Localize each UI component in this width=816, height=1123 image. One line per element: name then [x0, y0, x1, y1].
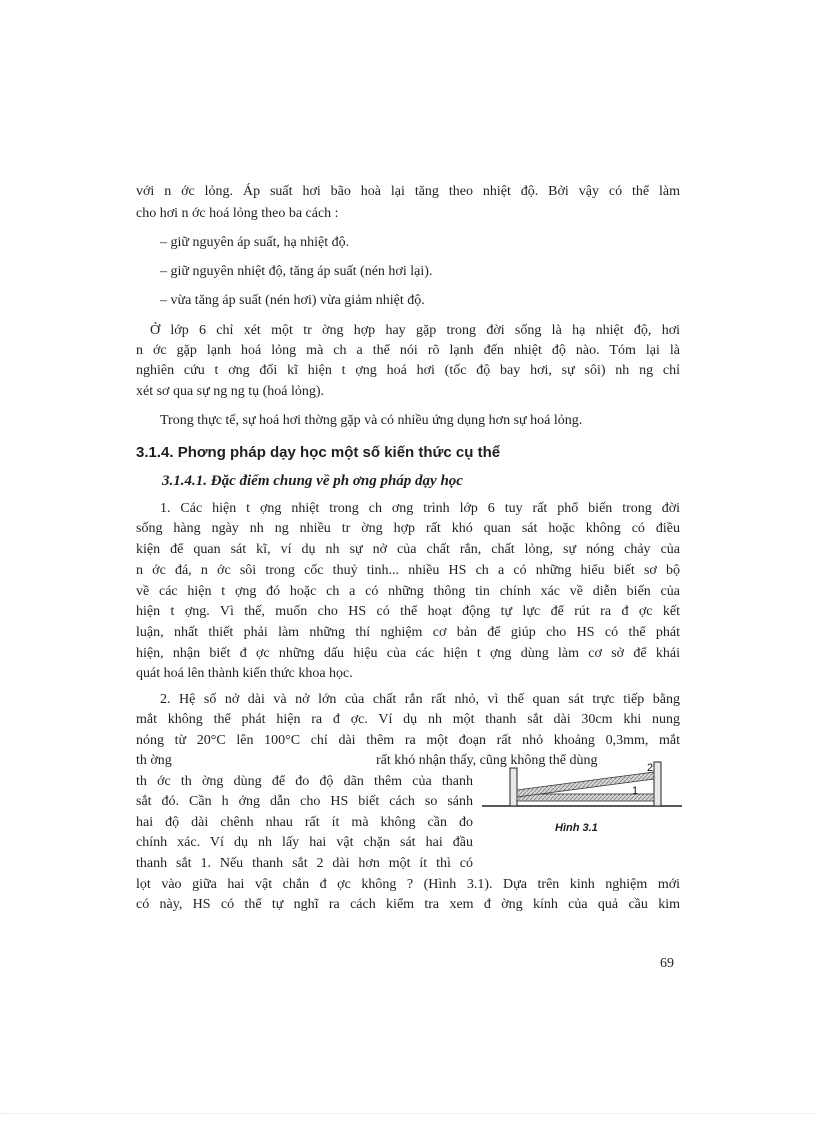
bullet-mark: –: [160, 264, 167, 279]
bullet-item: [160, 263, 432, 281]
paragraph-line: thanh sắt 1. Nếu thanh sắt 2 dài hơn một ít thì có: [136, 856, 473, 871]
paragraph-line: 2. Hệ số nở dài và nở lớn của chất rắn rất nhỏ, vì thế quan sát trực tiếp bằng: [160, 692, 680, 707]
paragraph-line: với n ớc lỏng. Áp suất hơi bão hoà lại tăng theo nhiệt độ. Bởi vậy có thể làm: [136, 184, 680, 199]
iron-bars-diagram: [482, 760, 682, 810]
figure-3-1: [482, 760, 682, 815]
paragraph-line: rất khó nhận thấy, cũng không thể dùng: [376, 753, 598, 768]
paragraph-line: n ớc đá, n ớc sôi trong cốc thuỷ tinh... nhiều HS ch a có những hiểu biết sơ bộ: [136, 563, 680, 578]
paragraph-line: th ờng: [136, 753, 172, 768]
paragraph-line: kiện để quan sát kĩ, ví dụ nh sự nở của chất rắn, chất lỏng, sự nóng chảy của: [136, 542, 680, 557]
bullet-text: giữ nguyên áp suất, hạ nhiệt độ.: [170, 235, 350, 250]
right-stop-block: [654, 762, 661, 806]
paragraph-line: hiện, nhận biết đ ợc những dấu hiệu của các hiện t ợng dùng làm cơ sở để khái: [136, 646, 680, 661]
paragraph-line: Trong thực tế, sự hoá hơi thờng gặp và có nhiều ứng dụng hơn sự hoá lỏng.: [160, 413, 583, 428]
bullet-mark: –: [160, 235, 167, 250]
section-heading: 3.1.4. Phơng pháp dạy học một số kiến thức cụ thể: [136, 444, 501, 461]
paragraph-line: mắt không thể phát hiện ra đ ợc. Ví dụ nh một thanh sắt dài 30cm khi nung: [136, 712, 680, 727]
paragraph-line: về các hiện t ợng đó hoặc ch a có những thông tin chính xác về diễn biến của: [136, 584, 680, 599]
paragraph-line: th ớc th ờng dùng để đo độ dãn thêm của thanh: [136, 774, 473, 789]
bar-2-label: 2: [647, 762, 654, 774]
paragraph-line: hai độ dài chênh nhau rất ít mà không cần đo: [136, 815, 473, 830]
paragraph-line: có này, HS có thể tự nghĩ ra cách kiểm tra xem đ ờng kính của quả cầu kim: [136, 897, 680, 912]
left-stop-block: [510, 768, 517, 806]
paragraph-line: quát hoá lên thành kiến thức khoa học.: [136, 666, 353, 681]
page-number: 69: [660, 956, 674, 971]
figure-caption: Hình 3.1: [555, 822, 598, 834]
bullet-mark: –: [160, 293, 167, 308]
bullet-text: giữ nguyên nhiệt độ, tăng áp suất (nén hơi lại).: [170, 264, 433, 279]
bar-1-label: 1: [632, 785, 639, 797]
paragraph-line: sống hàng ngày nh ng nhiều tr ờng hợp rất khó quan sát hoặc không có điều: [136, 521, 680, 536]
paragraph-line: xét sơ qua sự ng ng tụ (hoá lỏng).: [136, 384, 325, 399]
subsection-heading: 3.1.4.1. Đặc điểm chung về ph ơng pháp dạy học: [162, 473, 463, 489]
paragraph-line: sắt đó. Cần h ớng dẫn cho HS biết cách so sánh: [136, 794, 473, 809]
paragraph-line: cho hơi n ớc hoá lỏng theo ba cách :: [136, 206, 339, 221]
paragraph-line: hiện t ợng. Vì thế, muốn cho HS có thể hoạt động tự lực để rút ra đ ợc kết: [136, 604, 680, 619]
paragraph-line: luận, nhất thiết phải làm những thí nghiệm cơ bản để giúp cho HS có thể phát: [136, 625, 680, 640]
bullet-item: [160, 292, 425, 310]
bullet-item: [160, 234, 349, 252]
bullet-text: vừa tăng áp suất (nén hơi) vừa giảm nhiệt độ.: [170, 293, 425, 308]
paragraph-line: chính xác. Ví dụ nh lấy hai vật chặn sát hai đầu: [136, 835, 473, 850]
bottom-divider: [0, 1113, 816, 1114]
paragraph-line: 1. Các hiện t ợng nhiệt trong ch ơng trình lớp 6 tuy rất phổ biến trong đời: [160, 501, 680, 516]
paragraph-line: Ở lớp 6 chỉ xét một tr ờng hợp hay gặp trong đời sống là hạ nhiệt độ, hơi: [150, 323, 680, 338]
paragraph-line: nóng từ 20°C lên 100°C chỉ dài thêm ra một đoạn rất nhỏ khoảng 0,3mm, mắt: [136, 733, 680, 748]
paragraph-line: lọt vào giữa hai vật chắn đ ợc không ? (Hình 3.1). Dựa trên kinh nghiệm mới: [136, 877, 680, 892]
paragraph-line: n ớc gặp lạnh hoá lỏng mà ch a thể nói rõ lạnh đến nhiệt độ nào. Tóm lại là: [136, 343, 680, 358]
paragraph-line: nghiên cứu t ơng đối kĩ hiện t ợng hoá hơi (tốc độ bay hơi, sự sôi) nh ng chỉ: [136, 363, 680, 378]
